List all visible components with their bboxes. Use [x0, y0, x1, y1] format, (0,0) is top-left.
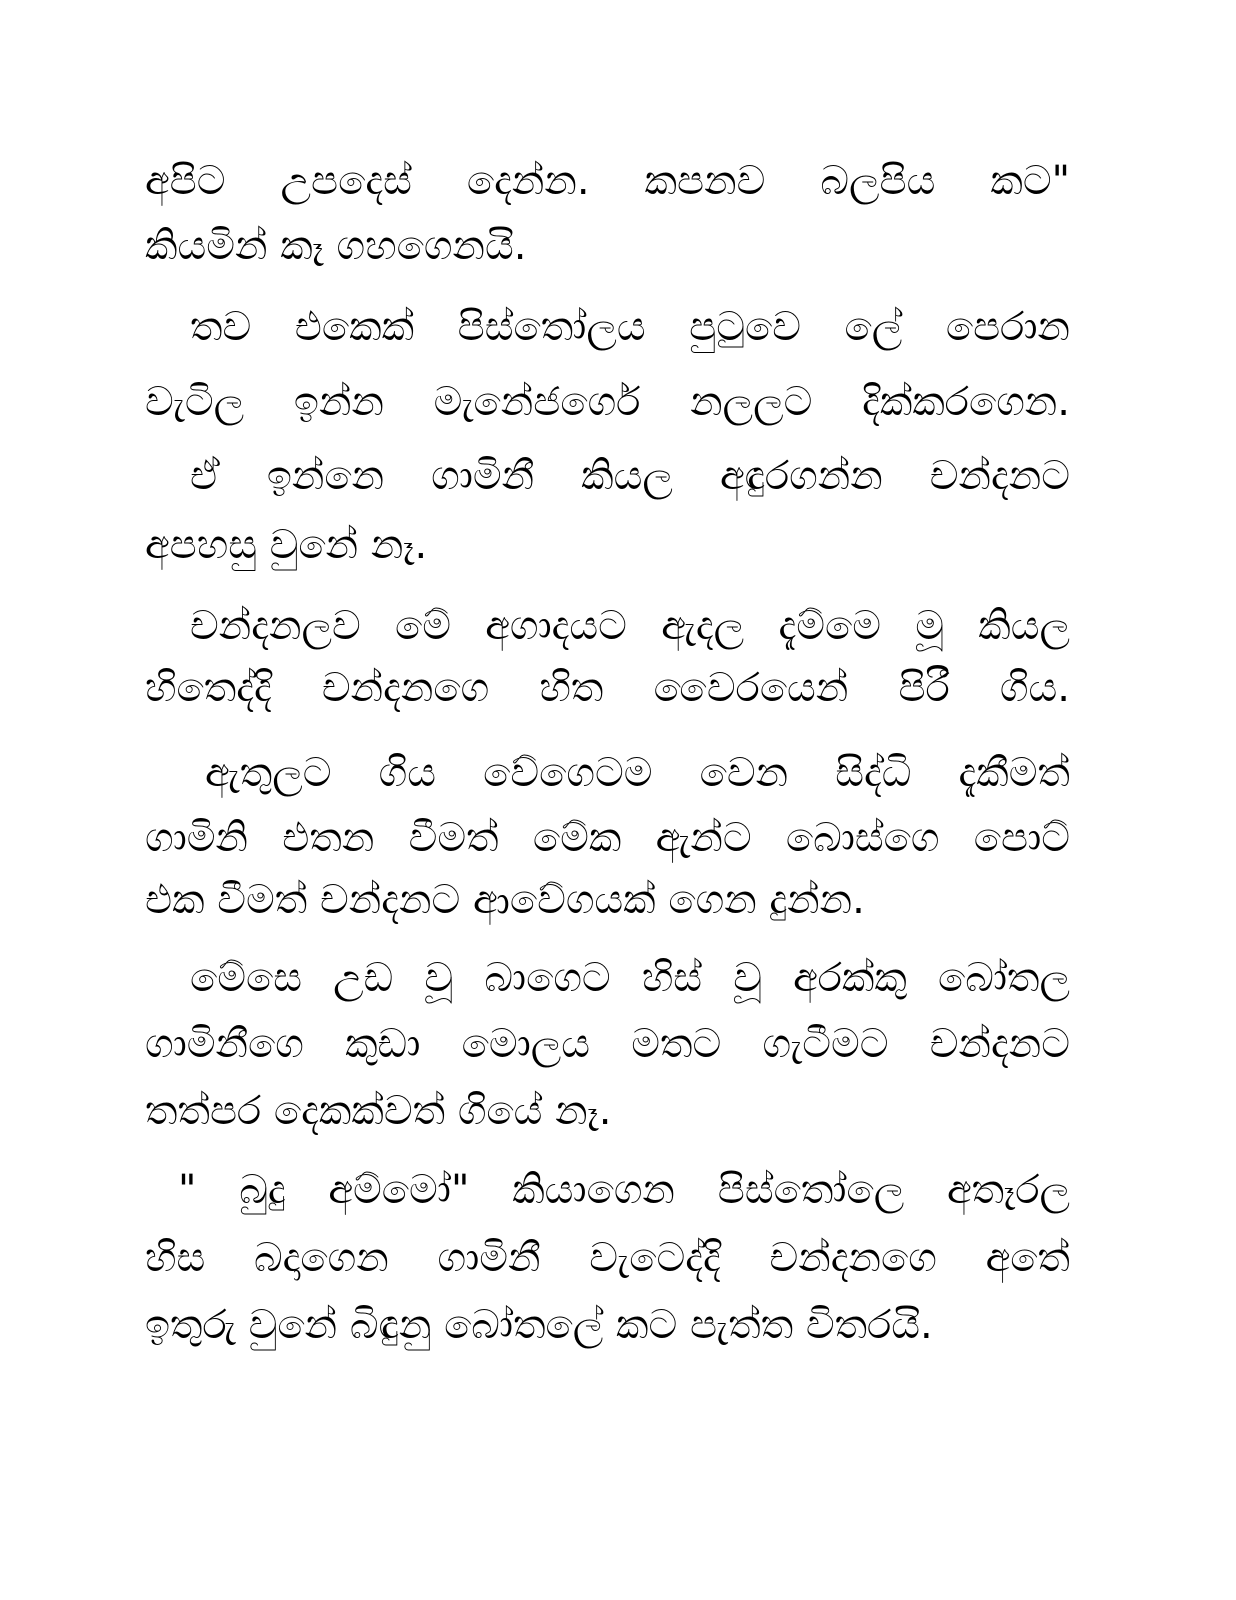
text-line: හිතෙද්දි චන්දනගෙ හිත වෛරයෙන් පිරී ගිය. — [145, 665, 1070, 711]
text-line: අපිට උපදෙස් දෙන්න. කපනව බලපිය කට" — [145, 158, 1070, 204]
text-line: කියමින් කෑ ගහගෙනයි. — [145, 223, 527, 269]
text-line: ඉතුරු වුනේ බිඳුනු බෝතලේ කට පැත්ත විතරයි. — [145, 1302, 933, 1348]
text-line: ඒ ඉන්නෙ ගාමිනී කියල අඳුරගන්න චන්දනට — [190, 453, 1070, 499]
text-line: " බුදු අම්මෝ" කියාගෙන පිස්තෝලෙ අතෑරල — [178, 1167, 1070, 1213]
text-line: ඇතුලට ගිය වේගෙටම වෙන සිද්ධි දැකීමත් — [205, 750, 1070, 796]
text-line: ගාමිනීගෙ කුඩා මොලය මතට ගැටීමට චන්දනට — [145, 1021, 1070, 1067]
text-line: මේසෙ උඩ වූ බාගෙට හිස් වූ අරක්කු බෝතල — [190, 955, 1070, 1001]
text-line: වැටිල ඉන්න මැනේජර්ගෙ නලලට දික්කරගෙන. — [145, 379, 1070, 425]
text-line: තව එකෙක් පිස්තෝලය පුටුවෙ ලේ පෙරාන — [190, 304, 1070, 350]
text-line: අපහසු වුනේ නෑ. — [145, 522, 428, 568]
text-line: එක වීමත් චන්දනට ආවේගයක් ගෙන දුන්න. — [145, 877, 865, 923]
text-line: ගාමිනි එතන වීමත් මේක ඇන්ට බොස්ගෙ පොට් — [145, 815, 1070, 861]
text-line: චන්දනලව මේ අගාදයට ඇදල දැම්මෙ මූ කියල — [190, 603, 1070, 649]
text-line: හිස බදාගෙන ගාමිනී වැටෙද්දි චන්දනගෙ අතේ — [145, 1235, 1070, 1281]
text-line: තත්පර දෙකක්වත් ගියේ නෑ. — [145, 1088, 612, 1134]
